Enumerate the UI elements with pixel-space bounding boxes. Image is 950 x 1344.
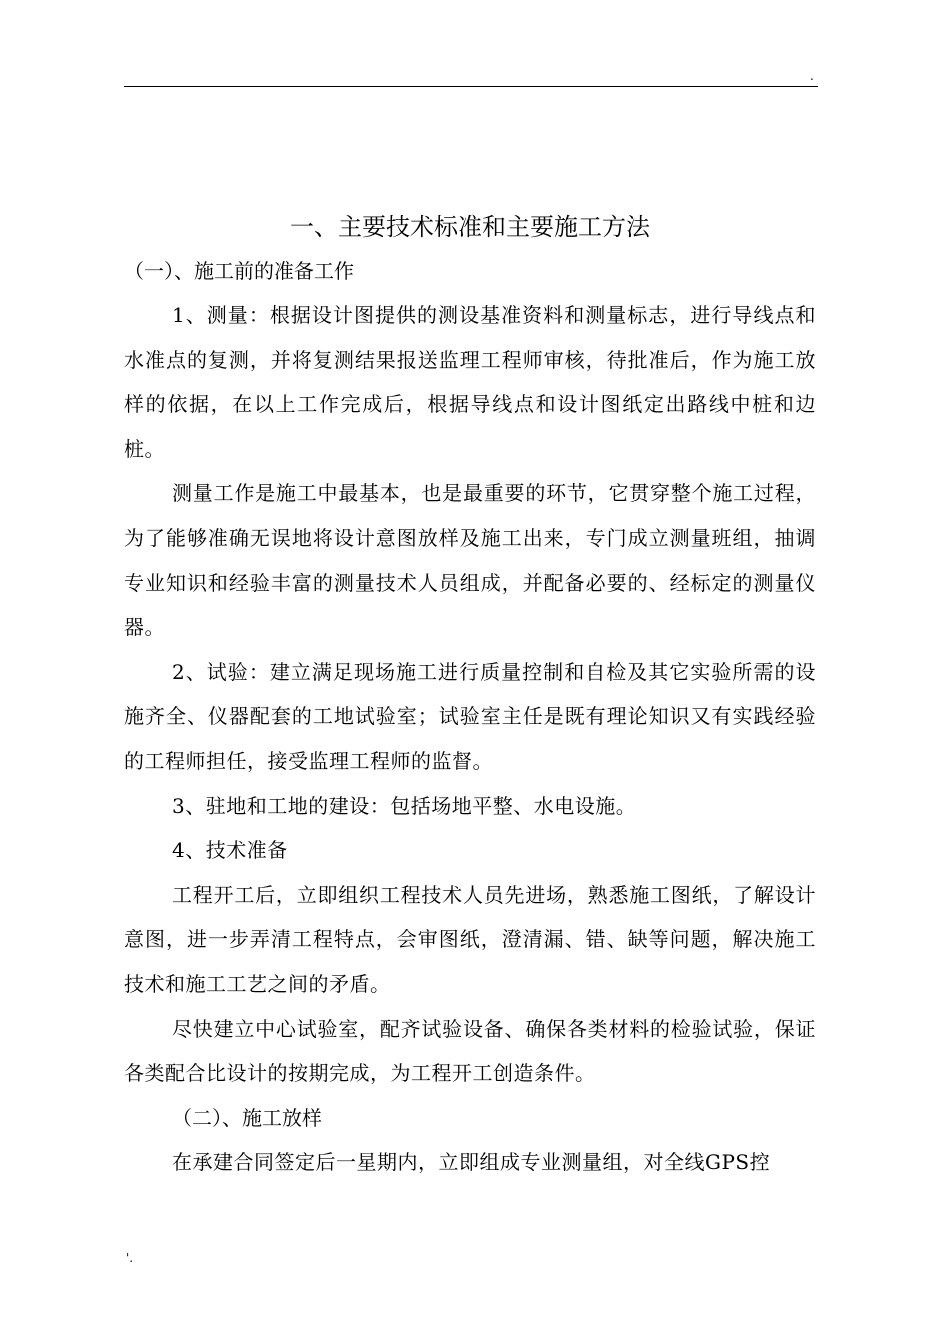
header-mark: . (810, 69, 814, 83)
paragraph-survey-importance: 测量工作是施工中最基本，也是最重要的环节，它贯穿整个施工过程，为了能够准确无误地将设计意图放样及施工出来，专门成立测量班组，抽调专业知识和经验丰富的测量技术人员组成，并配备必要的、经标定的测量仪器。 (124, 481, 816, 640)
header-rule (124, 86, 818, 87)
footer-mark: '. (126, 1251, 134, 1265)
document-body (124, 205, 816, 1184)
document-title: 一、主要技术标准和主要施工方法 (290, 213, 650, 241)
paragraph-survey: 1、测量：根据设计图提供的测设基准资料和测量标志，进行导线点和水准点的复测，并将复测结果报送监理工程师审核，待批准后，作为施工放样的依据，在以上工作完成后，根据导线点和设计图纸定出路线中桩和边桩。 (124, 303, 816, 461)
section-heading-layout: （二）、施工放样 (172, 1105, 322, 1130)
paragraph-testing: 2、试验：建立满足现场施工进行质量控制和自检及其它实验所需的设施齐全、仪器配套的工地试验室；试验室主任是既有理论知识又有实践经验的工程师担任，接受监理工程师的监督。 (124, 659, 816, 773)
paragraph-technical-prep: 工程开工后，立即组织工程技术人员先进场，熟悉施工图纸，了解设计意图，进一步弄清工程特点，会审图纸，澄清漏、错、缺等问题，解决施工技术和施工工艺之间的矛盾。 (124, 882, 816, 996)
paragraph-site-construction: 3、驻地和工地的建设：包括场地平整、水电设施。 (172, 793, 637, 818)
paragraph-technical-prep-heading: 4、技术准备 (172, 838, 288, 863)
section-heading-preparation: （一）、施工前的准备工作 (124, 259, 354, 283)
paragraph-lab-setup: 尽快建立中心试验室，配齐试验设备、确保各类材料的检验试验，保证各类配合比设计的按期完成，为工程开工创造条件。 (124, 1016, 816, 1086)
paragraph-layout: 在承建合同签定后一星期内，立即组成专业测量组，对全线GPS控 (172, 1149, 771, 1174)
